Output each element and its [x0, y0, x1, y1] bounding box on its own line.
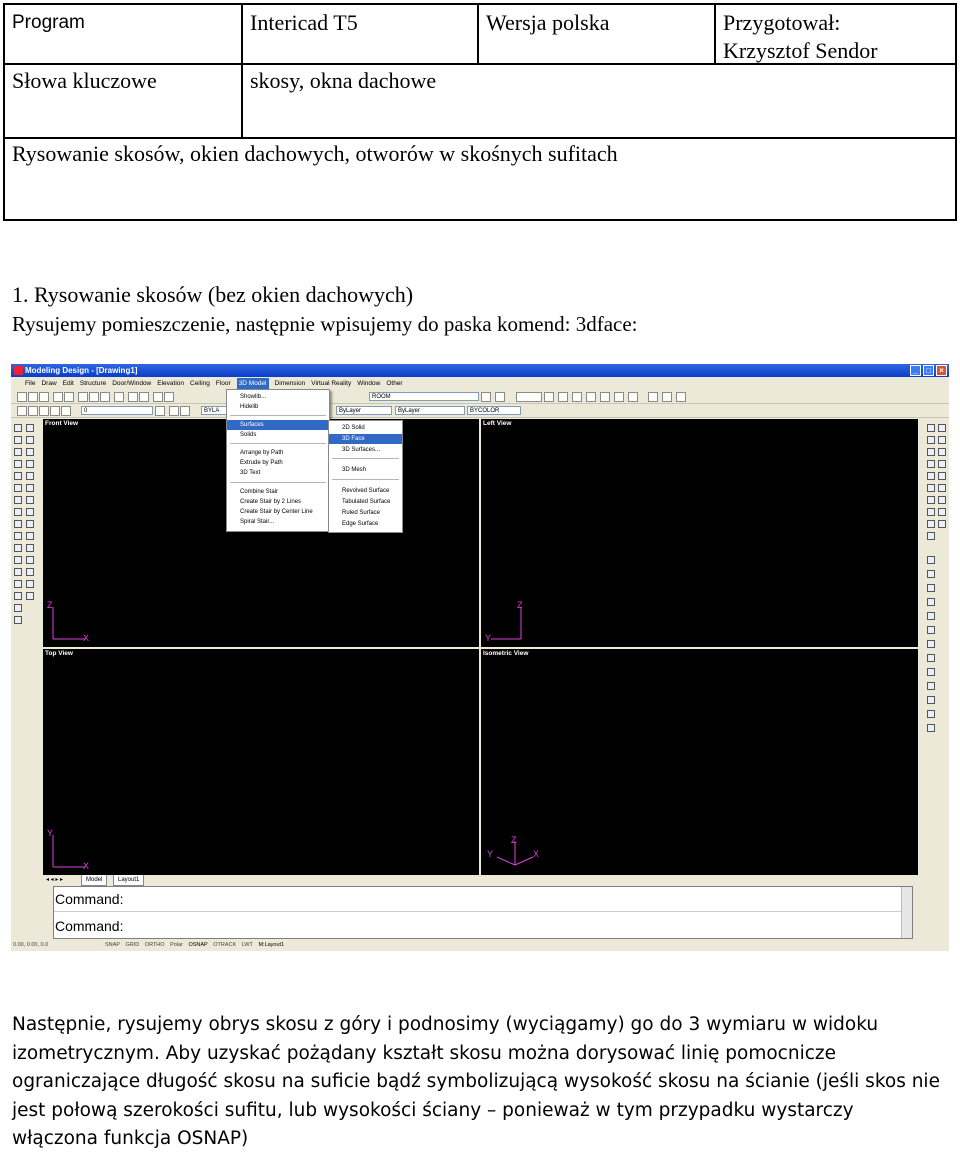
grid-toggle[interactable]: GRID [125, 942, 140, 948]
app-icon [14, 366, 23, 375]
dash-line-icon[interactable] [558, 392, 568, 402]
menu-item-arrange-by-path[interactable]: Arrange by Path [240, 450, 284, 456]
zoom-out-icon[interactable] [938, 424, 946, 432]
save-icon[interactable] [39, 392, 49, 402]
dim-diameter-icon[interactable] [927, 598, 935, 606]
lwt-toggle[interactable]: LWT [241, 942, 253, 948]
undo-icon[interactable] [128, 392, 138, 402]
ellipse-icon[interactable] [14, 532, 22, 540]
extend-icon[interactable] [26, 544, 34, 552]
viewport-label-front: Front View [45, 420, 79, 427]
view-left-icon[interactable] [927, 472, 935, 480]
copy-icon[interactable] [89, 392, 99, 402]
menu-door-window[interactable]: Door/Window [112, 380, 152, 387]
move-icon[interactable] [26, 484, 34, 492]
stretch-icon[interactable] [26, 520, 34, 528]
menu-item-3d-face[interactable]: 3D Face [329, 434, 402, 444]
view-front-icon[interactable] [938, 460, 946, 468]
circle-icon[interactable] [14, 496, 22, 504]
menu-elevation[interactable]: Elevation [157, 380, 184, 387]
menu-item-stair-2-lines[interactable]: Create Stair by 2 Lines [240, 499, 302, 505]
menu-item-surfaces[interactable]: Surfaces [227, 420, 329, 430]
chamfer-icon[interactable] [26, 580, 34, 588]
menu-other[interactable]: Other [386, 380, 403, 387]
rotate-icon[interactable] [26, 496, 34, 504]
section-intro: Rysujemy pomieszczenie, następnie wpisujemy do paska komend: 3dface: [12, 312, 638, 336]
view-toolbar [927, 422, 947, 732]
lineweight-combo[interactable]: ByLayer [395, 406, 465, 415]
menu-item-spiral-stair[interactable]: Spiral Stair... [240, 519, 275, 525]
prepared-name: Krzysztof Sendor [723, 38, 878, 63]
menu-virtual-reality[interactable]: Virtual Reality [311, 380, 352, 387]
hatch-icon[interactable] [14, 592, 22, 600]
paste-icon[interactable] [100, 392, 110, 402]
status-bar [11, 940, 949, 951]
orbit-icon[interactable] [927, 508, 935, 516]
tab-nav-arrows[interactable]: ◂ ◂ ▸ ▸ [46, 877, 64, 883]
zoom-previous-icon[interactable] [938, 448, 946, 456]
axis-z-label: Z [47, 600, 53, 610]
dim-style-icon[interactable] [927, 710, 935, 718]
arrow-icon[interactable] [572, 392, 582, 402]
ray-icon[interactable] [14, 436, 22, 444]
mtext-icon[interactable] [14, 604, 22, 612]
hide-icon[interactable] [927, 532, 935, 540]
layer-combo[interactable]: 0 [81, 406, 153, 415]
break-icon[interactable] [26, 556, 34, 564]
line-style-icon[interactable] [516, 392, 542, 402]
menu-item-tabulated-surface[interactable]: Tabulated Surface [342, 499, 391, 505]
measure-icon[interactable] [586, 392, 596, 402]
view-iso-icon[interactable] [927, 484, 935, 492]
new-icon[interactable] [17, 392, 27, 402]
menu-item-3d-mesh[interactable]: 3D Mesh [342, 467, 367, 473]
axis-z-label: Z [511, 835, 517, 845]
tolerance-icon[interactable] [927, 668, 935, 676]
wall-icon[interactable] [26, 424, 34, 432]
viewport-label-isometric: Isometric View [483, 650, 529, 657]
layer-prev-icon[interactable] [180, 406, 190, 416]
dim-linear-icon[interactable] [927, 556, 935, 564]
view-right-icon[interactable] [938, 472, 946, 480]
material-icon[interactable] [927, 520, 935, 528]
plotstyle-combo[interactable]: BYCOLOR [467, 406, 521, 415]
layer-arrow-icon[interactable] [155, 406, 165, 416]
leader-icon[interactable] [927, 654, 935, 662]
axis-z-label: Z [517, 600, 523, 610]
menu-file[interactable]: File [25, 380, 36, 387]
rect-icon[interactable] [600, 392, 610, 402]
zoom-window-icon[interactable] [927, 436, 935, 444]
dim-angular-icon[interactable] [927, 612, 935, 620]
ucs-left-icon [485, 599, 535, 644]
menu-bar [11, 378, 949, 389]
zoom-icon[interactable] [164, 392, 174, 402]
command-line-2[interactable]: Command: [55, 918, 124, 934]
properties-icon[interactable] [648, 392, 658, 402]
calc-icon[interactable] [662, 392, 672, 402]
ucs-top-icon [47, 827, 97, 872]
dim-continue-icon[interactable] [927, 640, 935, 648]
view-top-icon[interactable] [927, 460, 935, 468]
preview-icon[interactable] [64, 392, 74, 402]
dim-update-icon[interactable] [927, 724, 935, 732]
viewport-label-left: Left View [483, 420, 512, 427]
make-block-icon[interactable] [14, 568, 22, 576]
menu-item-ruled-surface[interactable]: Ruled Surface [342, 510, 381, 516]
viewport-left[interactable] [481, 419, 918, 647]
offset-icon[interactable] [26, 472, 34, 480]
viewport-label-top: Top View [45, 650, 73, 657]
menu-edit[interactable]: Edit [62, 380, 74, 387]
mirror-icon[interactable] [26, 460, 34, 468]
bulb-icon[interactable] [28, 406, 38, 416]
spline-icon[interactable] [14, 520, 22, 528]
polar-toggle[interactable]: Polar [170, 942, 183, 948]
minimize-icon[interactable]: _ [910, 365, 921, 376]
trim-icon[interactable] [26, 532, 34, 540]
ucs-front-icon [47, 599, 97, 644]
menu-item-3d-text[interactable]: 3D Text [240, 470, 261, 476]
menu-item-combine-stair[interactable]: Combine Stair [240, 489, 279, 495]
shape-icon[interactable] [628, 392, 638, 402]
menu-window[interactable]: Window [357, 380, 381, 387]
osnap-toggle[interactable]: OSNAP [188, 942, 208, 948]
revcloud-icon[interactable] [14, 508, 22, 516]
zoom-all-icon[interactable] [938, 436, 946, 444]
print-icon[interactable] [53, 392, 63, 402]
arc-icon[interactable] [614, 392, 624, 402]
axis-x-label: X [83, 633, 90, 643]
version-label: Wersja polska [486, 10, 610, 35]
close-icon[interactable]: × [936, 365, 947, 376]
menu-structure[interactable]: Structure [79, 380, 107, 387]
menu-item-extrude-by-path[interactable]: Extrude by Path [240, 460, 283, 466]
bylayer-color-combo[interactable]: BYLA [201, 406, 233, 415]
camera-icon[interactable] [938, 520, 946, 528]
menu-item-showlib[interactable]: Showlib... [240, 394, 267, 400]
polyline-draw-icon[interactable] [14, 448, 22, 456]
keywords-label: Słowa kluczowe [12, 68, 157, 93]
window-titlebar [11, 364, 949, 377]
zoom-extents-icon[interactable] [927, 448, 935, 456]
viewport-isometric[interactable] [481, 649, 918, 875]
copy-object-icon[interactable] [26, 448, 34, 456]
center-mark-icon[interactable] [927, 682, 935, 690]
dim-radius-icon[interactable] [927, 584, 935, 592]
maximize-icon[interactable]: □ [923, 365, 934, 376]
command-window[interactable] [53, 886, 913, 939]
layout-indicator: M:Layout1 [258, 942, 285, 948]
document-subtitle: Rysowanie skosów, okien dachowych, otworów w skośnych sufitach [12, 141, 618, 166]
dim-baseline-icon[interactable] [927, 626, 935, 634]
menu-3d-model-dropdown [226, 389, 330, 532]
line-icon[interactable] [14, 424, 22, 432]
ortho-toggle[interactable]: ORTHO [144, 942, 165, 948]
tab-model[interactable]: Model [81, 875, 107, 886]
menu-surfaces-submenu [328, 420, 403, 533]
window-title: Modeling Design - [Drawing1] [25, 366, 138, 375]
render-icon[interactable] [938, 496, 946, 504]
command-line-1: Command: [55, 891, 124, 907]
menu-item-hidelib[interactable]: Hidelib [240, 404, 259, 410]
command-scrollbar[interactable] [901, 887, 912, 938]
color-square-icon[interactable] [61, 406, 71, 416]
light-icon[interactable] [938, 508, 946, 516]
make-current-icon[interactable] [169, 406, 179, 416]
redo-icon[interactable] [139, 392, 149, 402]
menu-floor[interactable]: Floor [215, 380, 231, 387]
fillet-icon[interactable] [26, 592, 34, 600]
menu-item-edge-surface[interactable]: Edge Surface [342, 521, 379, 527]
menu-dimension[interactable]: Dimension [274, 380, 306, 387]
axis-y-label: Y [487, 849, 494, 859]
coordinate-readout: 0.00, 0.00, 0.0 [13, 942, 49, 948]
header-row-program [5, 5, 955, 65]
room-combo[interactable]: ROOM [369, 392, 479, 401]
polygon-icon[interactable] [14, 460, 22, 468]
rectangle-icon[interactable] [14, 472, 22, 480]
scale-icon[interactable] [26, 508, 34, 516]
axis-x-label: X [83, 861, 90, 871]
menu-3d-model[interactable]: 3D Model [238, 380, 267, 387]
menu-item-revolved-surface[interactable]: Revolved Surface [342, 488, 390, 494]
join-icon[interactable] [26, 568, 34, 576]
layout-tabs [43, 875, 918, 885]
axis-x-label: X [533, 849, 540, 859]
keywords-value: skosy, okna dachowe [250, 68, 437, 93]
pan-icon[interactable] [153, 392, 163, 402]
layers-toolbar [11, 404, 949, 418]
arc-draw-icon[interactable] [14, 484, 22, 492]
erase-icon[interactable] [26, 436, 34, 444]
layer-tool-icon[interactable] [495, 392, 505, 402]
tab-layout1[interactable]: Layout1 [113, 875, 144, 886]
help-icon[interactable] [676, 392, 686, 402]
header-row-keywords [5, 63, 955, 139]
ellipse-arc-icon[interactable] [14, 544, 22, 552]
insert-block-icon[interactable] [14, 556, 22, 564]
prepared-label: Przygotował: [723, 10, 841, 35]
view-back-icon[interactable] [938, 484, 946, 492]
open-icon[interactable] [28, 392, 38, 402]
menu-draw[interactable]: Draw [41, 380, 57, 387]
menu-item-solids[interactable]: Solids [240, 432, 257, 438]
otrack-toggle[interactable]: OTRACK [213, 942, 237, 948]
viewport-top[interactable] [43, 649, 479, 875]
point-icon[interactable] [14, 580, 22, 588]
prepared-by [716, 5, 956, 63]
sun-icon[interactable] [39, 406, 49, 416]
body-paragraph: Następnie, rysujemy obrys skosu z góry i podnosimy (wyciągamy) go do 3 wymiaru w widoku izometrycznym. Aby uzyskać pożądany kształt skosu można dorysować linię pomocnicze ograniczające długość skosu na suficie bądź symbolizującą wysokość skosu na ścianie (jeśli skos nie jest połową szerokości sufitu, lub wysokości ściany – ponieważ w tym przypadku wystarczy włączona funkcja OSNAP) [12, 1014, 940, 1149]
program-label: Program [12, 12, 85, 33]
standard-toolbar [11, 390, 949, 404]
room-arrow-icon[interactable] [481, 392, 491, 402]
dim-edit-icon[interactable] [927, 696, 935, 704]
section-title: 1. Rysowanie skosów (bez okien dachowych) [12, 282, 414, 307]
program-value: Intericad T5 [250, 10, 358, 35]
explode-icon[interactable] [14, 616, 22, 624]
menu-item-3d-surfaces[interactable]: 3D Surfaces... [342, 447, 381, 453]
menu-item-2d-solid[interactable]: 2D Solid [342, 425, 365, 431]
draw-toolbar [12, 422, 40, 632]
menu-ceiling[interactable]: Ceiling [190, 380, 210, 387]
axis-y-label: Y [47, 828, 54, 838]
match-icon[interactable] [114, 392, 124, 402]
cad-screenshot [11, 364, 949, 951]
layer-manager-icon[interactable] [17, 406, 27, 416]
cut-icon[interactable] [78, 392, 88, 402]
lock-icon[interactable] [50, 406, 60, 416]
shade-icon[interactable] [927, 496, 935, 504]
polyline-icon[interactable] [544, 392, 554, 402]
header-table [3, 3, 957, 221]
axis-y-label: Y [485, 633, 492, 643]
linetype-combo[interactable]: ByLayer [336, 406, 392, 415]
menu-item-stair-center-line[interactable]: Create Stair by Center Line [240, 509, 313, 515]
dim-aligned-icon[interactable] [927, 570, 935, 578]
snap-toggle[interactable]: SNAP [105, 942, 120, 948]
zoom-in-icon[interactable] [927, 424, 935, 432]
